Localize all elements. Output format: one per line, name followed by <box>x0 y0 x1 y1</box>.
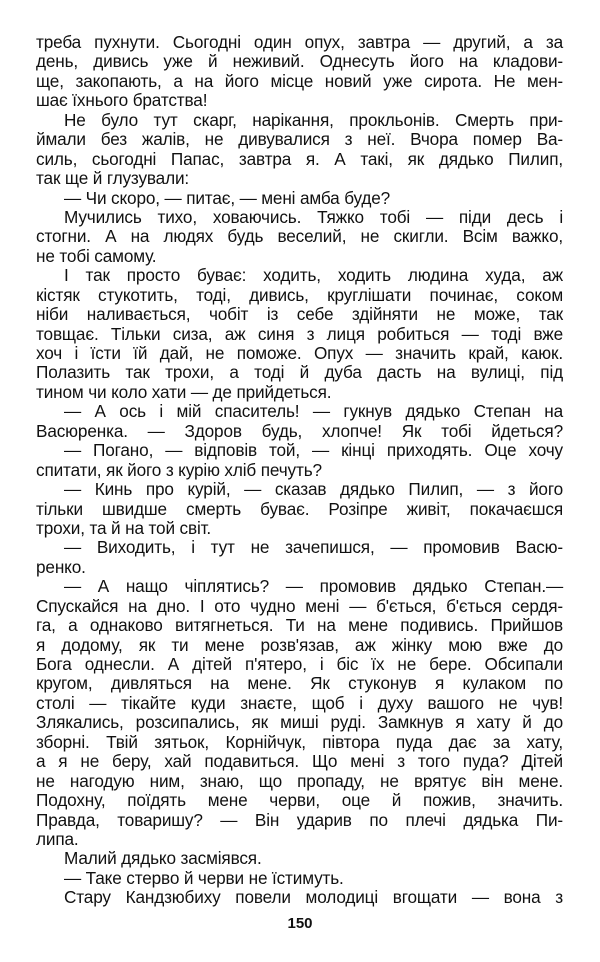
text-line-content: Не було тут скарг, нарікання, прокльонів. Смерть при- <box>64 109 563 130</box>
text-line <box>36 305 563 324</box>
text-line <box>36 655 563 674</box>
page-number: 150 <box>287 915 313 932</box>
text-line-content: Подохну, поїдять мене черви, оце й пожив, значить. <box>36 790 563 811</box>
text-line-content: я додому, як ти мене розв'язав, аж жінку мою вже до <box>36 634 563 655</box>
text-line-content: І так просто буває: ходить, ходить людина худа, аж <box>64 265 563 286</box>
text-line-content: — Чи скоро, — питає, — мені амба буде? <box>64 187 391 208</box>
text-line-content: Мучились тихо, ховаючись. Тяжко тобі — піди десь і <box>64 206 563 227</box>
text-line-content: ренко. <box>36 556 86 577</box>
text-line-content: — Погано, — відповів той, — кінці приходять. Оце хочу <box>64 440 563 461</box>
text-line <box>36 266 563 285</box>
text-line <box>36 402 563 421</box>
text-line <box>36 150 563 169</box>
text-line-content: кістяк стукотить, тоді, дивись, круглішати починає, соком <box>36 284 563 305</box>
text-line-content: га, а однаково витягнеться. Ти на мене подивись. Прийшов <box>36 615 563 636</box>
text-line <box>36 325 563 344</box>
text-line <box>36 752 563 771</box>
text-line <box>36 227 563 246</box>
text-line <box>36 208 563 227</box>
text-line <box>36 577 563 596</box>
text-line <box>36 130 563 149</box>
text-line-content: — Виходить, і тут не зачепишся, — промовив Васю- <box>64 537 563 558</box>
text-line <box>36 811 563 830</box>
text-line <box>36 636 563 655</box>
text-line <box>36 422 563 441</box>
text-line <box>36 169 563 188</box>
text-line-content: ще, закопають, а на його місце новий уже сирота. Не мен- <box>36 70 563 91</box>
text-line <box>36 111 563 130</box>
text-line <box>36 830 563 849</box>
text-line <box>36 869 563 888</box>
text-line-content: — А нащо чіплятись? — промовив дядько Степан.— <box>64 576 563 597</box>
text-line <box>36 519 563 538</box>
text-line-content: зборні. Твій зятьок, Корнійчук, півтора пуда дає за хату, <box>36 731 563 752</box>
text-line <box>36 791 563 810</box>
text-line-content: не нагодую ним, знаю, що пропаду, не врятує він мене. <box>36 770 563 791</box>
text-line-content: — Таке стерво й черви не їстимуть. <box>64 867 344 888</box>
text-line-content: тільки швидше смерть буває. Розіпре живіт, покачаєшся <box>36 498 563 519</box>
text-line <box>36 849 563 868</box>
text-line-content: товщає. Тільки сиза, аж синя з лиця робиться — тоді вже <box>36 323 563 344</box>
text-line-content: Правда, товаришу? — Він ударив по плечі дядька Пи- <box>36 809 563 830</box>
text-line-content: шає їхнього братства! <box>36 90 208 111</box>
text-line <box>36 888 563 907</box>
text-line-content: треба пухнути. Сьогодні один опух, завтра — другий, а за <box>36 32 563 52</box>
text-line <box>36 247 563 266</box>
text-line <box>36 52 563 71</box>
text-line-content: ймали без жалів, не дивувалися з неї. Вчора помер Ва- <box>36 129 563 150</box>
text-line <box>36 772 563 791</box>
text-line <box>36 694 563 713</box>
text-line <box>36 733 563 752</box>
text-line-content: столі — тікайте куди знаєте, щоб і духу вашого не чув! <box>36 692 563 713</box>
text-line-content: трохи, та й на той світ. <box>36 517 212 538</box>
text-line <box>36 91 563 110</box>
text-line-content: силь, сьогодні Папас, завтра я. А такі, як дядько Пилип, <box>36 148 563 169</box>
text-line <box>36 286 563 305</box>
text-line <box>36 616 563 635</box>
text-line <box>36 363 563 382</box>
text-line-content: Бога однесли. А дітей п'ятеро, і біс їх не бере. Обсипали <box>36 654 563 674</box>
text-line-content: Малий дядько засміявся. <box>64 848 262 869</box>
text-line-content: Стару Кандзюбиху повели молодиці вгощати — вона з <box>64 887 563 908</box>
text-line-content: день, дивись уже й неживий. Однесуть його на кладови- <box>36 51 563 72</box>
text-line <box>36 674 563 693</box>
text-line <box>36 344 563 363</box>
text-line-content: так ще й глузували: <box>36 168 190 189</box>
text-line-content: не тобі самому. <box>36 245 157 266</box>
page-body-text <box>36 33 563 908</box>
text-line-content: Спускайся на дно. І ото чудно мені — б'ється, б'ється сердя- <box>36 595 563 616</box>
text-line-content: Васюренка. — Здоров будь, хлопче! Як тобі йдеться? <box>36 420 563 441</box>
text-line-content: кругом, дивляться на мене. Як стуконув я кулаком по <box>36 673 563 694</box>
text-line-content: липа. <box>36 828 79 849</box>
text-line-content: — А ось і мій спаситель! — гукнув дядько Степан на <box>64 401 563 422</box>
text-line-content: хоч і їсти їй дай, не поможе. Опух — значить край, каюк. <box>36 343 563 363</box>
text-line-content: ніби наливається, чобіт із себе здійняти не може, так <box>36 304 563 325</box>
text-line <box>36 500 563 519</box>
text-line-content: спитати, як його з курію хліб печуть? <box>36 459 322 480</box>
text-line <box>36 461 563 480</box>
text-line-content: тином чи коло хати — де прийдеться. <box>36 381 332 402</box>
text-line <box>36 189 563 208</box>
text-line <box>36 538 563 557</box>
text-line <box>36 72 563 91</box>
text-line <box>36 383 563 402</box>
text-line <box>36 558 563 577</box>
text-line-content: — Кинь про курій, — сказав дядько Пилип, — з його <box>64 479 563 500</box>
text-line <box>36 597 563 616</box>
text-line <box>36 480 563 499</box>
text-line <box>36 441 563 460</box>
text-line-content: Полазить так трохи, а тоді й дуба дасть на вулиці, під <box>36 362 563 383</box>
text-line-content: стогни. А на людях будь веселий, не скигли. Всім важко, <box>36 226 563 247</box>
text-line <box>36 33 563 52</box>
text-line-content: а я не беру, хай подавиться. Що мені з того пуда? Дітей <box>36 751 563 772</box>
text-line <box>36 713 563 732</box>
text-line-content: Злякались, розсипались, як миші руді. Замкнув я хату й до <box>36 712 563 733</box>
